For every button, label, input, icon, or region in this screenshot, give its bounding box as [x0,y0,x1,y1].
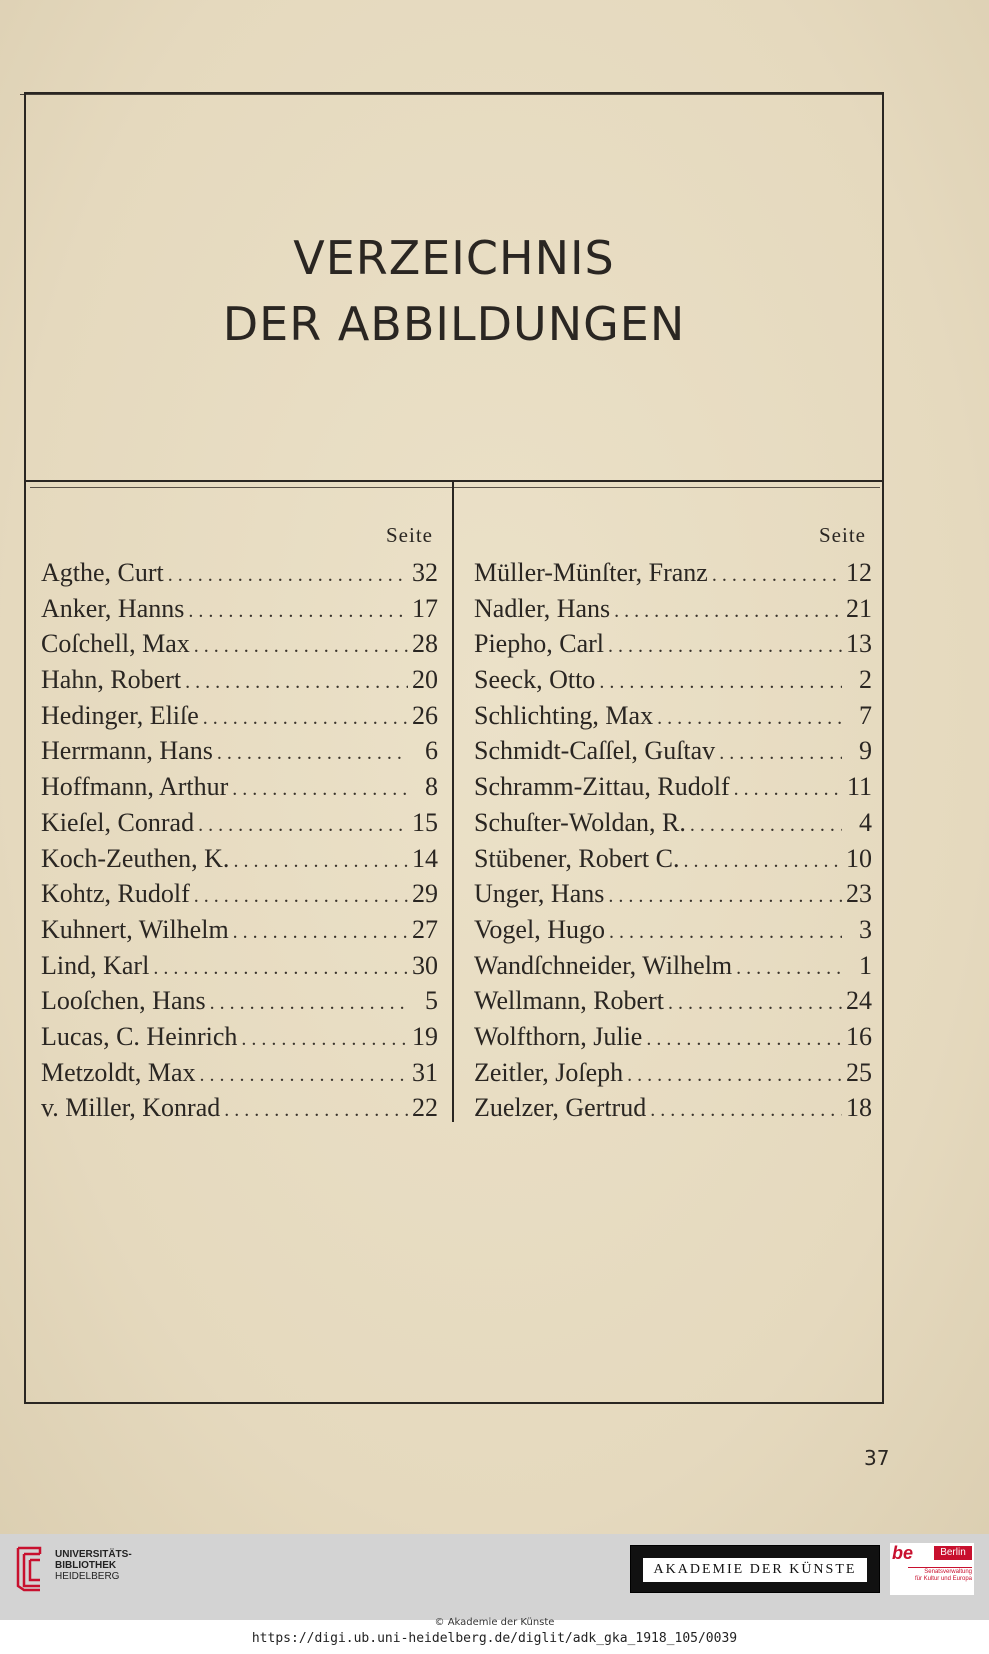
leader-dots [715,742,842,765]
berlin-sub-line-2: für Kultur und Europa [914,1576,972,1582]
entry-page: 22 [412,1093,438,1123]
header-divider-thin [30,487,880,488]
entry-page: 25 [846,1057,872,1087]
entry-name: Zuelzer, Gertrud [474,1093,647,1123]
entry-page: 6 [425,736,438,766]
index-entry [41,701,438,737]
index-entry [41,629,438,665]
entry-page: 10 [846,843,872,873]
entry-page: 3 [859,914,872,944]
index-entry [474,808,872,844]
index-entry [41,736,438,772]
entry-page: 15 [412,807,438,837]
leader-dots [164,564,408,587]
entry-name: Agthe, Curt [41,558,164,587]
index-entry [474,879,872,915]
ub-line-2: BIBLIOTHEK [55,1560,117,1571]
leader-dots [220,1099,408,1122]
leader-dots [732,957,842,980]
entry-name: Wolfthorn, Julie [474,1021,643,1051]
entry-page: 27 [412,914,438,944]
entry-page: 14 [412,843,438,873]
leader-dots [228,778,408,801]
leader-dots [610,600,842,623]
entry-page: 26 [412,700,438,730]
index-entry [41,951,438,987]
entry-name: Lucas, C. Heinrich [41,1021,238,1051]
entry-page: 13 [846,629,872,659]
entry-page: 19 [412,1021,438,1051]
entry-page: 24 [846,986,872,1016]
index-entry [41,558,438,594]
leader-dots [237,1028,408,1051]
index-entry [41,879,438,915]
entry-name: Koch-Zeuthen, K. [41,843,230,873]
entry-page: 18 [846,1093,872,1123]
entry-page: 5 [425,986,438,1016]
entry-page: 30 [412,950,438,980]
leader-dots [194,814,408,837]
entry-name: v. Miller, Konrad [41,1093,221,1123]
index-column-left [41,558,438,1129]
index-column-right [474,558,872,1129]
leader-dots [181,671,408,694]
entry-name: Piepho, Carl [474,629,604,659]
ub-line-3: HEIDELBERG [55,1571,120,1582]
entry-name: Kohtz, Rudolf [41,879,190,909]
entry-page: 12 [846,558,872,587]
index-entry [41,772,438,808]
ub-line-1: UNIVERSITÄTS- [55,1549,132,1560]
leader-dots [686,814,842,837]
index-entry [41,915,438,951]
entry-name: Kuhnert, Wilhelm [41,914,229,944]
entry-name: Schuſter-Woldan, R. [474,807,686,837]
leader-dots [605,921,842,944]
index-entry [474,772,872,808]
leader-dots [708,564,842,587]
leader-dots [680,850,843,873]
leader-dots [642,1028,842,1051]
column-header-left: Seite [386,523,433,547]
university-library-name[interactable] [55,1549,132,1582]
berlin-badge: Berlin [934,1546,972,1560]
leader-dots [196,1064,408,1087]
index-entry [474,986,872,1022]
column-divider [452,482,454,1122]
index-entry [474,736,872,772]
index-entry [41,1093,438,1129]
entry-page: 23 [846,879,872,909]
leader-dots [595,671,842,694]
entry-name: Stübener, Robert C. [474,843,680,873]
index-entry [474,915,872,951]
entry-name: Anker, Hanns [41,593,185,623]
entry-name: Herrmann, Hans [41,736,213,766]
leader-dots [646,1099,842,1122]
leader-dots [623,1064,842,1087]
index-entry [474,665,872,701]
column-header-right: Seite [819,523,866,547]
entry-name: Wellmann, Robert [474,986,664,1016]
entry-page: 7 [859,700,872,730]
entry-page: 1 [859,950,872,980]
index-entry [474,558,872,594]
entry-name: Hedinger, Eliſe [41,700,199,730]
index-entry [41,594,438,630]
entry-page: 29 [412,879,438,909]
leader-dots [604,635,842,658]
copyright-notice: © Akademie der Künste [434,1617,555,1628]
akademie-logo[interactable] [630,1545,880,1593]
leader-dots [229,921,408,944]
index-entry [41,808,438,844]
index-entry [474,594,872,630]
entry-name: Hahn, Robert [41,665,182,695]
index-entry [474,701,872,737]
index-entry [474,1093,872,1129]
leader-dots [199,707,408,730]
entry-name: Vogel, Hugo [474,914,605,944]
entry-page: 28 [412,629,438,659]
berlin-be-mark: be [892,1543,914,1563]
title-line-2: DER ABBILDUNGEN [222,297,686,351]
berlin-rule [908,1567,972,1568]
berlin-subtitle [908,1569,972,1583]
entry-page: 4 [859,807,872,837]
entry-name: Coſchell, Max [41,629,190,659]
index-entry [41,665,438,701]
leader-dots [184,600,408,623]
index-entry [41,1058,438,1094]
page-number: 37 [864,1446,890,1470]
entry-page: 17 [412,593,438,623]
index-entry [474,629,872,665]
leader-dots [653,707,842,730]
header-divider [24,480,884,482]
entry-page: 31 [412,1057,438,1087]
leader-dots [229,850,408,873]
leader-dots [604,885,842,908]
entry-page: 21 [846,593,872,623]
index-entry [41,986,438,1022]
leader-dots [664,992,842,1015]
entry-page: 11 [846,772,872,802]
entry-name: Hoffmann, Arthur [41,772,229,802]
entry-name: Nadler, Hans [474,593,611,623]
entry-name: Unger, Hans [474,879,605,909]
entry-name: Schmidt-Caſſel, Guſtav [474,736,716,766]
index-entry [474,1058,872,1094]
entry-page: 32 [412,558,438,587]
university-library-logo-icon[interactable] [10,1542,52,1594]
entry-page: 16 [846,1021,872,1051]
akademie-logo-text: AKADEMIE DER KÜNSTE [643,1558,867,1582]
entry-page: 9 [859,736,872,766]
index-entry [474,951,872,987]
page-title [24,225,884,357]
berlin-logo[interactable] [890,1543,974,1595]
entry-name: Schlichting, Max [474,700,654,730]
entry-name: Metzoldt, Max [41,1057,196,1087]
leader-dots [213,742,408,765]
entry-name: Zeitler, Joſeph [474,1057,624,1087]
entry-page: 2 [859,665,872,695]
leader-dots [190,635,408,658]
entry-name: Schramm-Zittau, Rudolf [474,772,730,802]
leader-dots [190,885,408,908]
entry-name: Looſchen, Hans [41,986,206,1016]
entry-name: Kieſel, Conrad [41,807,195,837]
berlin-sub-line-1: Senatsverwaltung [924,1569,972,1575]
title-line-1: VERZEICHNIS [293,231,615,285]
entry-name: Seeck, Otto [474,665,596,695]
leader-dots [206,992,408,1015]
entry-page: 20 [412,665,438,695]
index-entry [474,1022,872,1058]
leader-dots [730,778,842,801]
permalink-url[interactable]: https://digi.ub.uni-heidelberg.de/diglit/adk_gka_1918_105/0039 [251,1631,738,1646]
entry-page: 8 [425,772,438,802]
index-entry [41,844,438,880]
index-entry [41,1022,438,1058]
leader-dots [149,957,408,980]
entry-name: Lind, Karl [41,950,150,980]
entry-name: Wandſchneider, Wilhelm [474,950,733,980]
index-entry [474,844,872,880]
entry-name: Müller-Münſter, Franz [474,558,708,587]
